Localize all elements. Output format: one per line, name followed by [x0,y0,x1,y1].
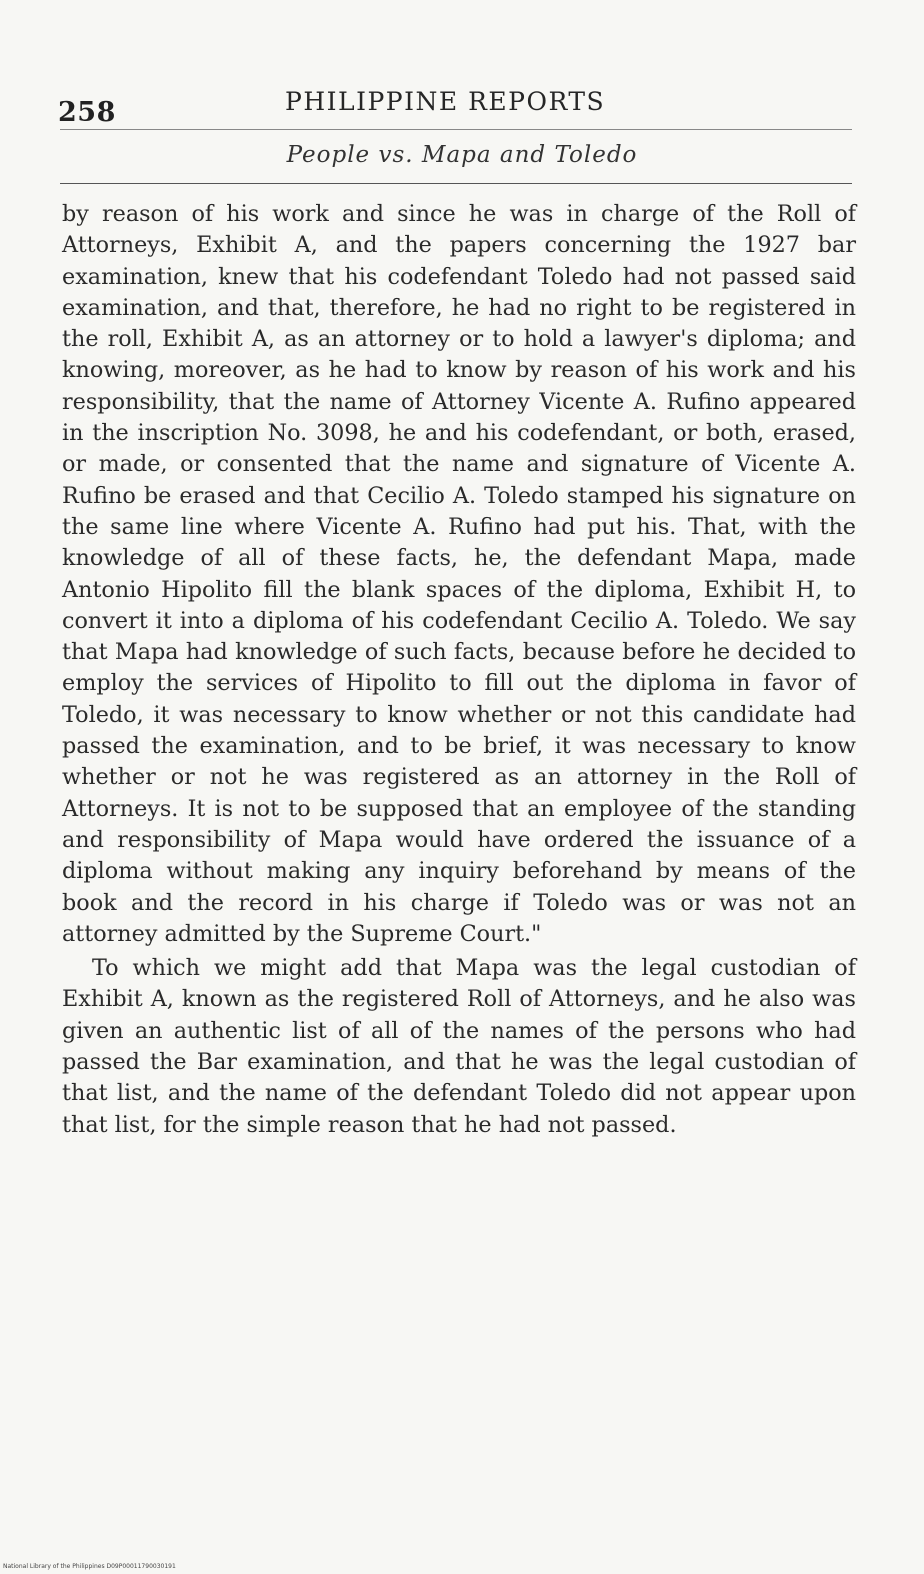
case-title: People vs. Mapa and Toledo [286,142,638,168]
scan-footer-note: National Library of the Philippines D09P00011790030191 [3,1563,176,1570]
paragraph-1: by reason of his work and since he was in charge of the Roll of Attorneys, Exhibit A, and the papers concerning the 1927 bar examination, knew that his codefendant Toledo had not passed said examination, and that, therefore, he had no right to be registered in the roll, Exhibit A, as an attorney or to hold a lawyer's diploma; and knowing, moreover, as he had to know by reason of his work and his responsibility, that the name of Attorney Vicente A. Rufino appeared in the inscription No. 3098, he and his codefendant, or both, erased, or made, or consented that the name and signature of Vicente A. Rufino be erased and that Cecilio A. Toledo stamped his signature on the same line where Vicente A. Rufino had put his. That, with the knowledge of all of these facts, he, the defendant Mapa, made Antonio Hipolito fill the blank spaces of the diploma, Exhibit H, to convert it into a diploma of his codefendant Cecilio A. Toledo. We say that Mapa had knowledge of such facts, because before he decided to employ the services of Hipolito to fill out the diploma in favor of Toledo, it was necessary to know whether or not this candidate had passed the examination, and to be brief, it was necessary to know whether or not he was registered as an attorney in the Roll of Attorneys. It is not to be supposed that an employee of the standing and responsibility of Mapa would have ordered the issuance of a diploma without making any inquiry beforehand by means of the book and the record in his charge if Toledo was or was not an attorney admitted by the Supreme Court." [62,201,856,947]
page-number: 258 [58,97,116,128]
header-rule-top [60,129,852,130]
body-text [62,199,856,1141]
running-head: PHILIPPINE REPORTS [285,87,606,116]
header-rule-bottom [60,183,852,184]
paragraph-2: To which we might add that Mapa was the legal custodian of Exhibit A, known as the registered Roll of Attorneys, and he also was given an authentic list of all of the names of the persons who had passed the Bar examination, and that he was the legal custodian of that list, and the name of the defendant Toledo did not appear upon that list, for the simple reason that he had not passed. [62,955,856,1138]
